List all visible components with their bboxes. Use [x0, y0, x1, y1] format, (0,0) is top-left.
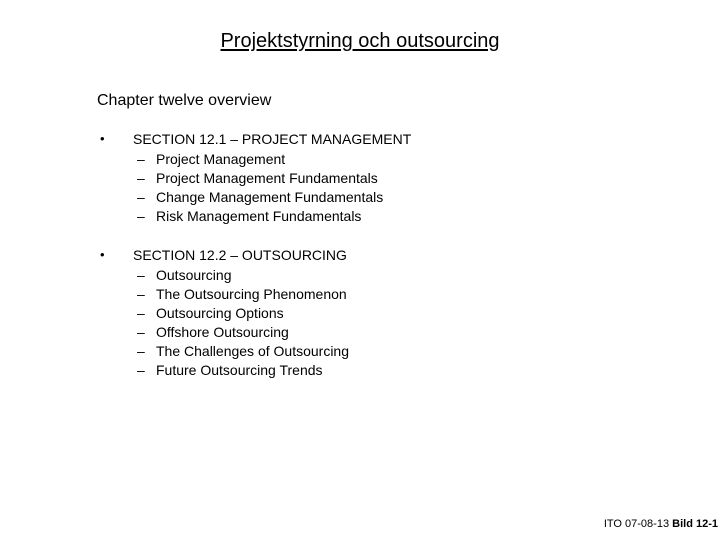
dash-icon: – — [137, 286, 145, 302]
dash-icon: – — [137, 305, 145, 321]
bullet-icon: • — [100, 131, 105, 146]
dash-icon: – — [137, 324, 145, 340]
list-item — [0, 305, 720, 325]
page-number: Bild 12-1 — [672, 518, 718, 530]
list-item — [0, 362, 720, 382]
dash-icon: – — [137, 267, 145, 283]
dash-icon: – — [137, 170, 145, 186]
list-item-text: The Challenges of Outsourcing — [156, 343, 349, 359]
section-heading: SECTION 12.2 – OUTSOURCING — [133, 247, 347, 263]
slide-subtitle: Chapter twelve overview — [97, 92, 272, 109]
list-item-text: Future Outsourcing Trends — [156, 362, 323, 378]
list-item — [0, 267, 720, 287]
dash-icon: – — [137, 362, 145, 378]
dash-icon: – — [137, 151, 145, 167]
list-item-text: The Outsourcing Phenomenon — [156, 286, 347, 302]
list-item — [0, 343, 720, 363]
list-item-text: Outsourcing Options — [156, 305, 284, 321]
list-item-text: Outsourcing — [156, 267, 232, 283]
list-item — [0, 151, 720, 171]
dash-icon: – — [137, 343, 145, 359]
dash-icon: – — [137, 208, 145, 224]
list-item-text: Project Management Fundamentals — [156, 170, 378, 186]
footer-date: ITO 07-08-13 — [603, 518, 670, 530]
list-item-text: Risk Management Fundamentals — [156, 208, 362, 224]
slide-title: Projektstyrning och outsourcing — [220, 30, 500, 52]
slide-footer — [604, 518, 718, 530]
list-item — [0, 170, 720, 190]
list-item — [0, 286, 720, 306]
list-item — [0, 189, 720, 209]
list-item-text: Project Management — [156, 151, 286, 167]
list-item-text: Change Management Fundamentals — [156, 189, 384, 205]
dash-icon: – — [137, 189, 145, 205]
list-item — [0, 208, 720, 228]
bullet-icon: • — [100, 247, 105, 262]
list-item-text: Offshore Outsourcing — [156, 324, 289, 340]
section-heading: SECTION 12.1 – PROJECT MANAGEMENT — [133, 131, 412, 147]
list-item — [0, 324, 720, 344]
